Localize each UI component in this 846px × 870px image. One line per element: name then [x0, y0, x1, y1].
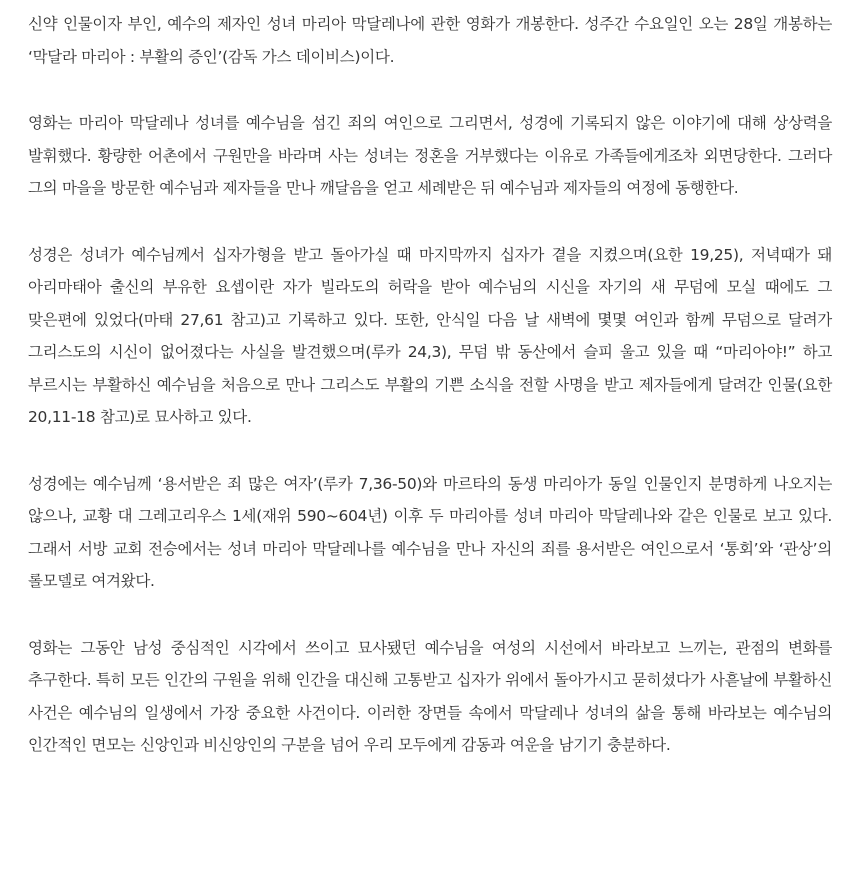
article-paragraph-1: 신약 인물이자 부인, 예수의 제자인 성녀 마리아 막달레나에 관한 영화가 개봉한다. 성주간 수요일인 오는 28일 개봉하는 ‘막달라 마리아 : 부활의 증인’(감독 가스 데이비스)이다.: [28, 15, 832, 66]
article-paragraph-4: 성경에는 예수님께 ‘용서받은 죄 많은 여자’(루카 7,36-50)와 마르타의 동생 마리아가 동일 인물인지 분명하게 나오지는 않으나, 교황 대 그레고리우스 1세(재위 590~604년) 이후 두 마리아를 성녀 마리아 막달레나와 같은 인물로 보고 있다. 그래서 서방 교회 전승에서는 성녀 마리아 막달레나를 예수님을 만나 자신의 죄를 용서받은 여인으로서 ‘통회’와 ‘관상’의 롤모델로 여겨왔다.: [28, 474, 832, 590]
article-paragraph-2: 영화는 마리아 막달레나 성녀를 예수님을 섬긴 죄의 여인으로 그리면서, 성경에 기록되지 않은 이야기에 대해 상상력을 발휘했다. 황량한 어촌에서 구원만을 바라며 사는 성녀는 정혼을 거부했다는 이유로 가족들에게조차 외면당한다. 그러다 그의 마을을 방문한 예수님과 제자들을 만나 깨달음을 얻고 세례받은 뒤 예수님과 제자들의 여정에 동행한다.: [28, 114, 832, 197]
article-paragraph-3: 성경은 성녀가 예수님께서 십자가형을 받고 돌아가실 때 마지막까지 십자가 곁을 지켰으며(요한 19,25), 저녁때가 돼 아리마태아 출신의 부유한 요셉이란 자가 빌라도의 허락을 받아 예수님의 시신을 자기의 새 무덤에 모실 때에도 그 맞은편에 있었다(마태 27,61 참고)고 기록하고 있다. 또한, 안식일 다음 날 새벽에 몇몇 여인과 함께 무덤으로 달려가 그리스도의 시신이 없어졌다는 사실을 발견했으며(루카 24,3), 무덤 밖 동산에서 슬피 울고 있을 때 “마리아야!” 하고 부르시는 부활하신 예수님을 처음으로 만나 그리스도 부활의 기쁜 소식을 전할 사명을 받고 제자들에게 달려간 인물(요한 20,11-18 참고)로 묘사하고 있다.: [28, 245, 832, 426]
article-paragraph-5: 영화는 그동안 남성 중심적인 시각에서 쓰이고 묘사됐던 예수님을 여성의 시선에서 바라보고 느끼는, 관점의 변화를 추구한다. 특히 모든 인간의 구원을 위해 인간을 대신해 고통받고 십자가 위에서 돌아가시고 묻히셨다가 사흗날에 부활하신 사건은 예수님의 일생에서 가장 중요한 사건이다. 이러한 장면들 속에서 막달레나 성녀의 삶을 통해 바라보는 예수님의 인간적인 면모는 신앙인과 비신앙인의 구분을 넘어 우리 모두에게 감동과 여운을 남기기 충분하다.: [28, 638, 832, 754]
